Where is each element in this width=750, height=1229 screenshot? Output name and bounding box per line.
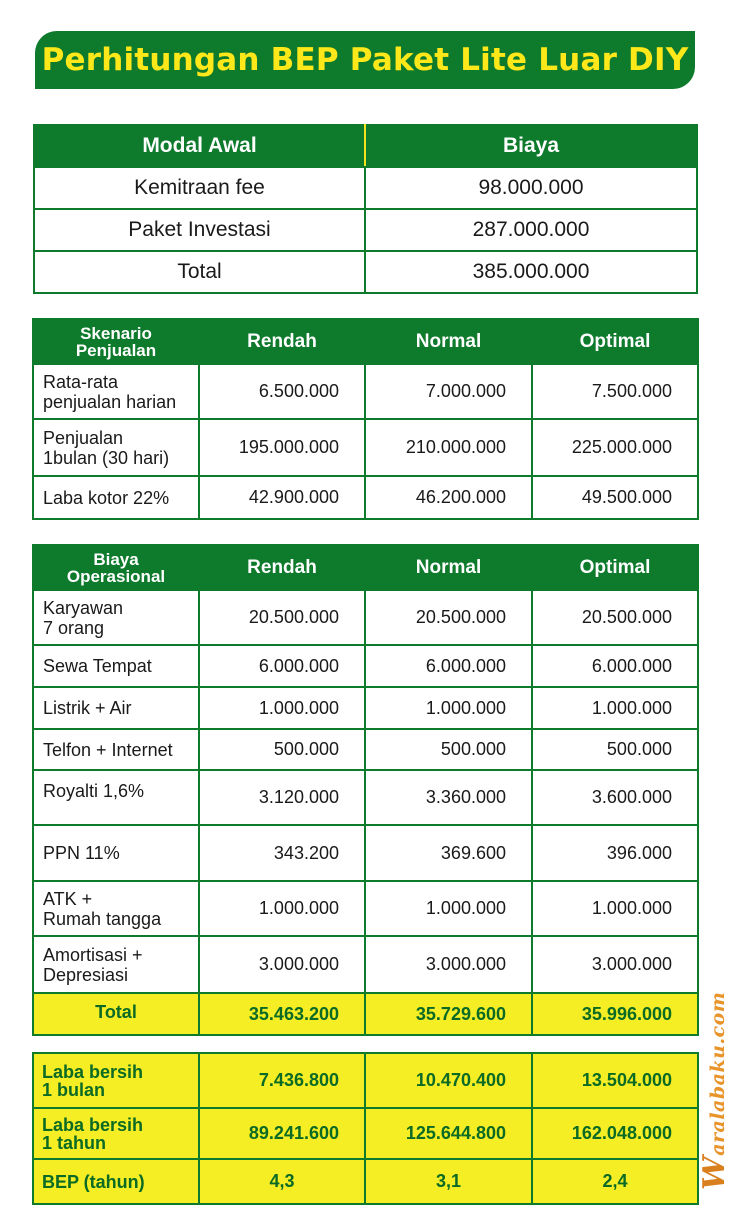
- row-label-line-2: 1bulan (30 hari): [43, 447, 170, 468]
- watermark-logo: [697, 992, 732, 1190]
- table-row: [33, 881, 698, 936]
- operasional-header-label: [33, 545, 199, 590]
- table-row: [33, 419, 698, 476]
- total-normal: 35.729.600: [365, 993, 532, 1035]
- value-optimal: 49.500.000: [532, 476, 698, 519]
- modal-header-biaya: Biaya: [365, 125, 697, 167]
- value-normal: 3.000.000: [365, 936, 532, 993]
- value-optimal: 3.000.000: [532, 936, 698, 993]
- watermark-initial: W: [697, 1155, 732, 1190]
- modal-header-row: [34, 125, 697, 167]
- page-title-banner: [35, 31, 695, 89]
- value-optimal: 3.600.000: [532, 770, 698, 825]
- table-row: [33, 1159, 698, 1204]
- value-rendah: 6.000.000: [199, 645, 365, 687]
- row-label-line-1: Karyawan: [43, 597, 124, 618]
- value-normal: 7.000.000: [365, 364, 532, 419]
- row-label-line-1: Rata-rata: [43, 371, 119, 392]
- header-line-2: Penjualan: [75, 340, 157, 360]
- row-label-line-2: penjualan harian: [43, 391, 177, 412]
- header-line-2: Operasional: [66, 566, 166, 586]
- table-row: [33, 645, 698, 687]
- header-line-1: Skenario: [80, 323, 152, 343]
- table-row: [33, 364, 698, 419]
- row-label: Telfon + Internet: [33, 729, 199, 770]
- watermark-text: aralabaku.com: [707, 991, 729, 1156]
- summary-label-line-2: 1 bulan: [42, 1079, 106, 1100]
- row-label-line-2: 7 orang: [43, 617, 105, 638]
- value-normal: 46.200.000: [365, 476, 532, 519]
- value-optimal: 396.000: [532, 825, 698, 881]
- value-optimal: 20.500.000: [532, 590, 698, 645]
- row-label: Laba kotor 22%: [33, 476, 199, 519]
- skenario-header-row: [33, 319, 698, 364]
- row-label: [33, 364, 199, 419]
- summary-normal: 3,1: [365, 1159, 532, 1204]
- col-rendah: Rendah: [199, 545, 365, 590]
- row-label-line-1: ATK +: [43, 888, 93, 909]
- value-normal: 20.500.000: [365, 590, 532, 645]
- table-row: [33, 770, 698, 825]
- value-normal: 6.000.000: [365, 645, 532, 687]
- summary-optimal: 162.048.000: [532, 1108, 698, 1159]
- table-row: [33, 1053, 698, 1108]
- value-rendah: 3.120.000: [199, 770, 365, 825]
- value-normal: 210.000.000: [365, 419, 532, 476]
- value-optimal: 225.000.000: [532, 419, 698, 476]
- row-label: Sewa Tempat: [33, 645, 199, 687]
- row-label: Listrik + Air: [33, 687, 199, 729]
- summary-optimal: 13.504.000: [532, 1053, 698, 1108]
- value-optimal: 1.000.000: [532, 881, 698, 936]
- summary-optimal: 2,4: [532, 1159, 698, 1204]
- col-optimal: Optimal: [532, 545, 698, 590]
- row-label: [33, 936, 199, 993]
- modal-label: Total: [34, 251, 365, 293]
- summary-label: BEP (tahun): [33, 1159, 199, 1204]
- summary-normal: 125.644.800: [365, 1108, 532, 1159]
- value-normal: 369.600: [365, 825, 532, 881]
- table-row: [33, 476, 698, 519]
- skenario-penjualan-table: [32, 318, 699, 520]
- row-label: Royalti 1,6%: [33, 770, 199, 825]
- row-label-line-1: Penjualan: [43, 427, 124, 448]
- value-normal: 500.000: [365, 729, 532, 770]
- summary-label: [33, 1053, 199, 1108]
- col-rendah: Rendah: [199, 319, 365, 364]
- row-label: [33, 881, 199, 936]
- row-label-line-2: Depresiasi: [43, 964, 129, 985]
- col-optimal: Optimal: [532, 319, 698, 364]
- value-rendah: 500.000: [199, 729, 365, 770]
- total-row: [33, 993, 698, 1035]
- header-line-1: Biaya: [93, 549, 139, 569]
- value-normal: 3.360.000: [365, 770, 532, 825]
- modal-label: Kemitraan fee: [34, 167, 365, 209]
- table-row: [34, 167, 697, 209]
- table-row: [33, 687, 698, 729]
- value-normal: 1.000.000: [365, 687, 532, 729]
- total-label: Total: [33, 993, 199, 1035]
- modal-label: Paket Investasi: [34, 209, 365, 251]
- value-rendah: 20.500.000: [199, 590, 365, 645]
- total-optimal: 35.996.000: [532, 993, 698, 1035]
- modal-table: [33, 124, 698, 294]
- table-row: [34, 209, 697, 251]
- summary-rendah: 89.241.600: [199, 1108, 365, 1159]
- table-row: [33, 729, 698, 770]
- col-normal: Normal: [365, 319, 532, 364]
- summary-rendah: 4,3: [199, 1159, 365, 1204]
- value-optimal: 6.000.000: [532, 645, 698, 687]
- table-row: [33, 825, 698, 881]
- modal-value: 385.000.000: [365, 251, 697, 293]
- page-title: Perhitungan BEP Paket Lite Luar DIY: [41, 42, 689, 78]
- value-rendah: 195.000.000: [199, 419, 365, 476]
- summary-rendah: 7.436.800: [199, 1053, 365, 1108]
- modal-value: 98.000.000: [365, 167, 697, 209]
- row-label-line-1: Amortisasi +: [43, 944, 143, 965]
- value-optimal: 7.500.000: [532, 364, 698, 419]
- summary-label-line-1: Laba bersih: [42, 1114, 144, 1135]
- value-rendah: 3.000.000: [199, 936, 365, 993]
- modal-header-modal-awal: Modal Awal: [34, 125, 365, 167]
- value-rendah: 6.500.000: [199, 364, 365, 419]
- value-optimal: 500.000: [532, 729, 698, 770]
- total-rendah: 35.463.200: [199, 993, 365, 1035]
- table-row: [33, 1108, 698, 1159]
- table-row: [33, 590, 698, 645]
- value-normal: 1.000.000: [365, 881, 532, 936]
- modal-value: 287.000.000: [365, 209, 697, 251]
- skenario-header-label: [33, 319, 199, 364]
- col-normal: Normal: [365, 545, 532, 590]
- value-rendah: 343.200: [199, 825, 365, 881]
- operasional-header-row: [33, 545, 698, 590]
- value-rendah: 42.900.000: [199, 476, 365, 519]
- row-label: PPN 11%: [33, 825, 199, 881]
- summary-label-line-2: 1 tahun: [42, 1132, 107, 1153]
- table-row: [33, 936, 698, 993]
- value-rendah: 1.000.000: [199, 687, 365, 729]
- row-label: [33, 419, 199, 476]
- biaya-operasional-table: [32, 544, 699, 1036]
- row-label-line-2: Rumah tangga: [43, 908, 162, 929]
- value-optimal: 1.000.000: [532, 687, 698, 729]
- table-row: [34, 251, 697, 293]
- summary-label: [33, 1108, 199, 1159]
- value-rendah: 1.000.000: [199, 881, 365, 936]
- row-label: [33, 590, 199, 645]
- summary-normal: 10.470.400: [365, 1053, 532, 1108]
- summary-label-line-1: Laba bersih: [42, 1061, 144, 1082]
- summary-table: [32, 1052, 699, 1205]
